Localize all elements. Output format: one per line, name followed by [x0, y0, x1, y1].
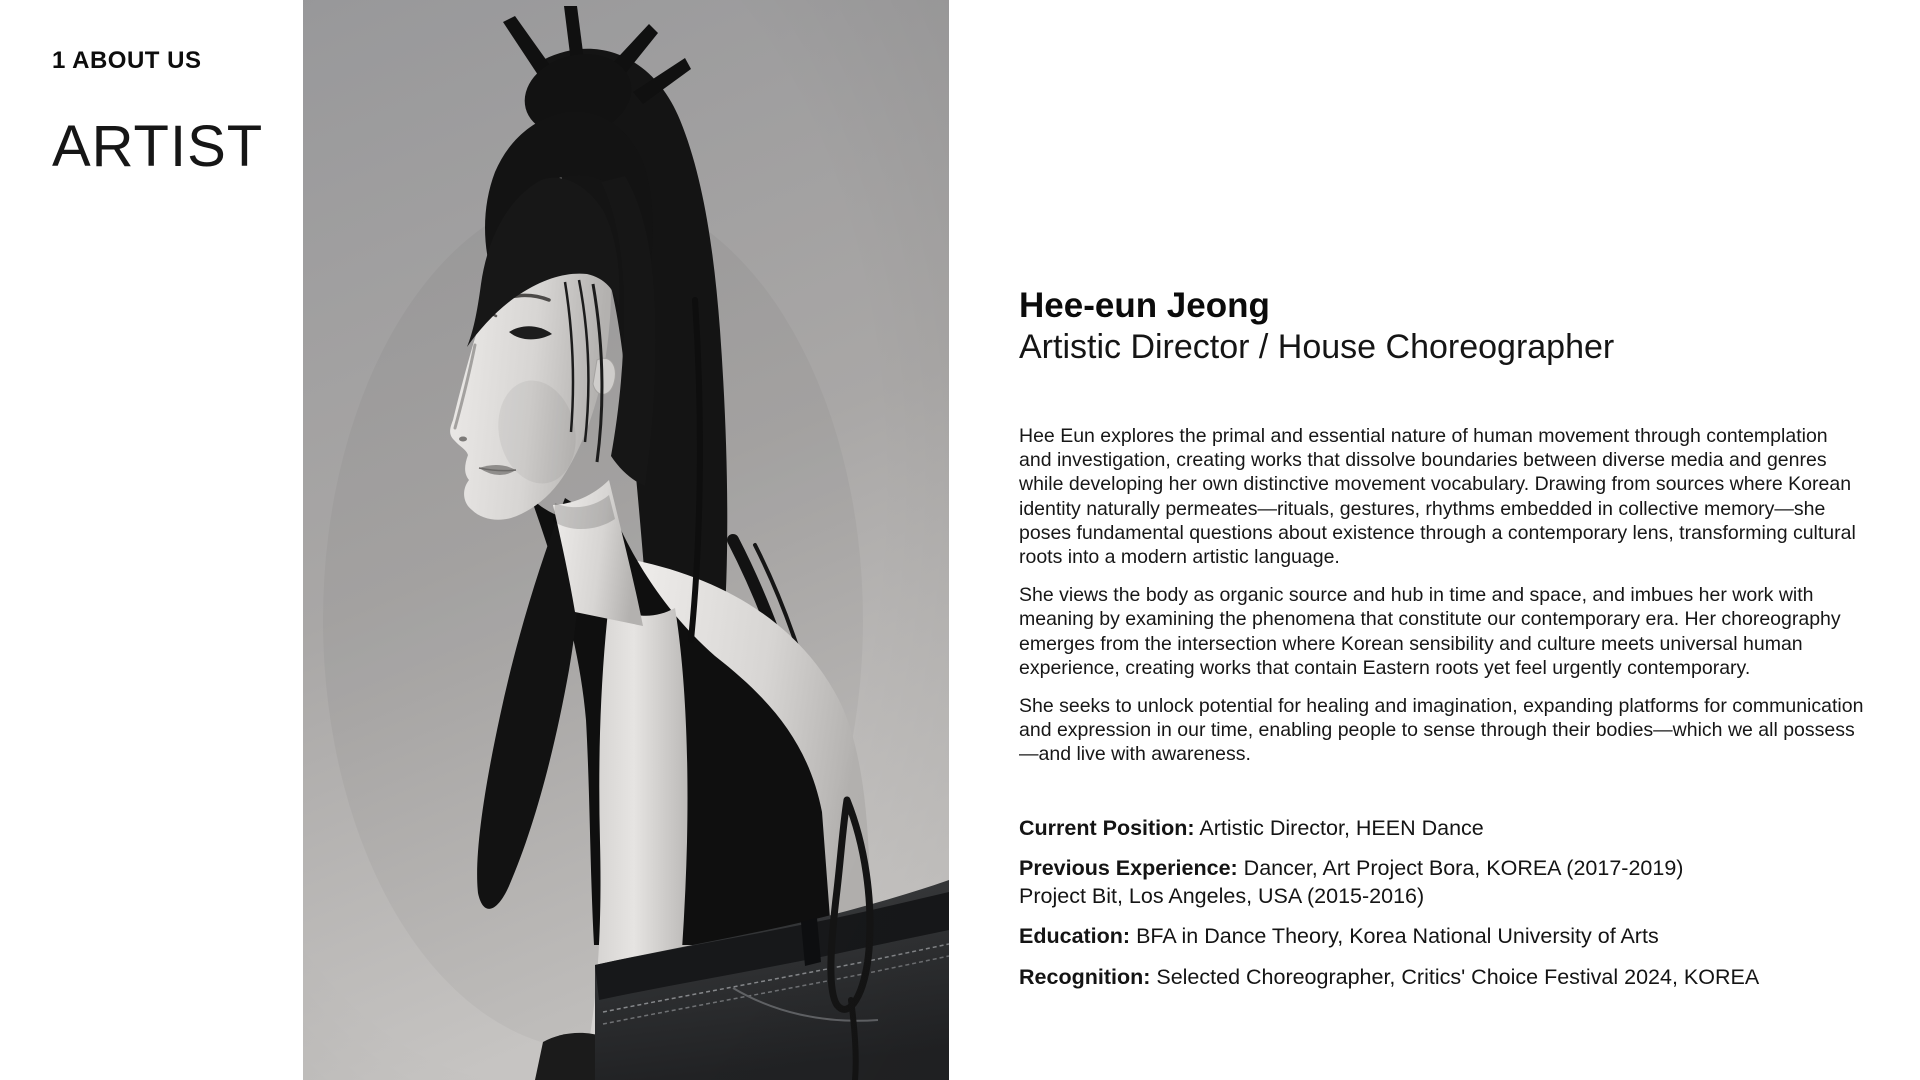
bio-paragraph-2: She views the body as organic source and hub in time and space, and imbues her work with meaning by examining the phenomena that constitute our contemporary era. Her choreography emerges from the intersection where Korean sensibility and culture meets universal human experience, creating works that contain Eastern roots yet feel urgently contemporary. [1019, 584, 1841, 679]
artist-portrait-photo [303, 0, 949, 1080]
artist-bio [1019, 424, 1864, 767]
detail-value: Dancer, Art Project Bora, KOREA (2017-2019) [1243, 856, 1684, 881]
page-title: ARTIST [52, 114, 264, 179]
detail-recognition [1019, 964, 1864, 992]
detail-current-position [1019, 815, 1864, 843]
bio-paragraph-1: Hee Eun explores the primal and essential nature of human movement through contemplation and investigation, creating works that dissolve boundaries between diverse media and genres while developing her own distinctive movement vocabulary. Drawing from sources where Korean identity naturally permeates—rituals, gestures, rhythms embedded in collective memory—she poses fundamental questions about existence through a contemporary lens, transforming cultural roots into a modern artistic language. [1019, 425, 1856, 569]
artist-details [1019, 815, 1864, 992]
bio-paragraph-3: She seeks to unlock potential for healing and imagination, expanding platforms for communication and expression in our time, enabling people to sense through their bodies—which we all possess—and live with awareness. [1019, 695, 1864, 766]
detail-label: Current Position: [1019, 815, 1195, 840]
detail-label: Previous Experience: [1019, 856, 1238, 881]
detail-previous-experience [1019, 855, 1864, 910]
artist-name: Hee-eun Jeong [1019, 286, 1270, 325]
detail-value-line2: Project Bit, Los Angeles, USA (2015-2016) [1019, 883, 1425, 908]
artist-profile [1019, 286, 1864, 1004]
portrait-illustration [303, 0, 949, 1080]
section-label: 1 ABOUT US [52, 47, 202, 74]
detail-value: BFA in Dance Theory, Korea National University of Arts [1136, 924, 1659, 949]
detail-label: Education: [1019, 924, 1131, 949]
detail-education [1019, 923, 1864, 951]
detail-value: Selected Choreographer, Critics' Choice Festival 2024, KOREA [1156, 964, 1760, 989]
artist-role: Artistic Director / House Choreographer [1019, 328, 1615, 366]
left-rail [52, 47, 292, 180]
detail-value: Artistic Director, HEEN Dance [1199, 815, 1484, 840]
detail-label: Recognition: [1019, 964, 1151, 989]
